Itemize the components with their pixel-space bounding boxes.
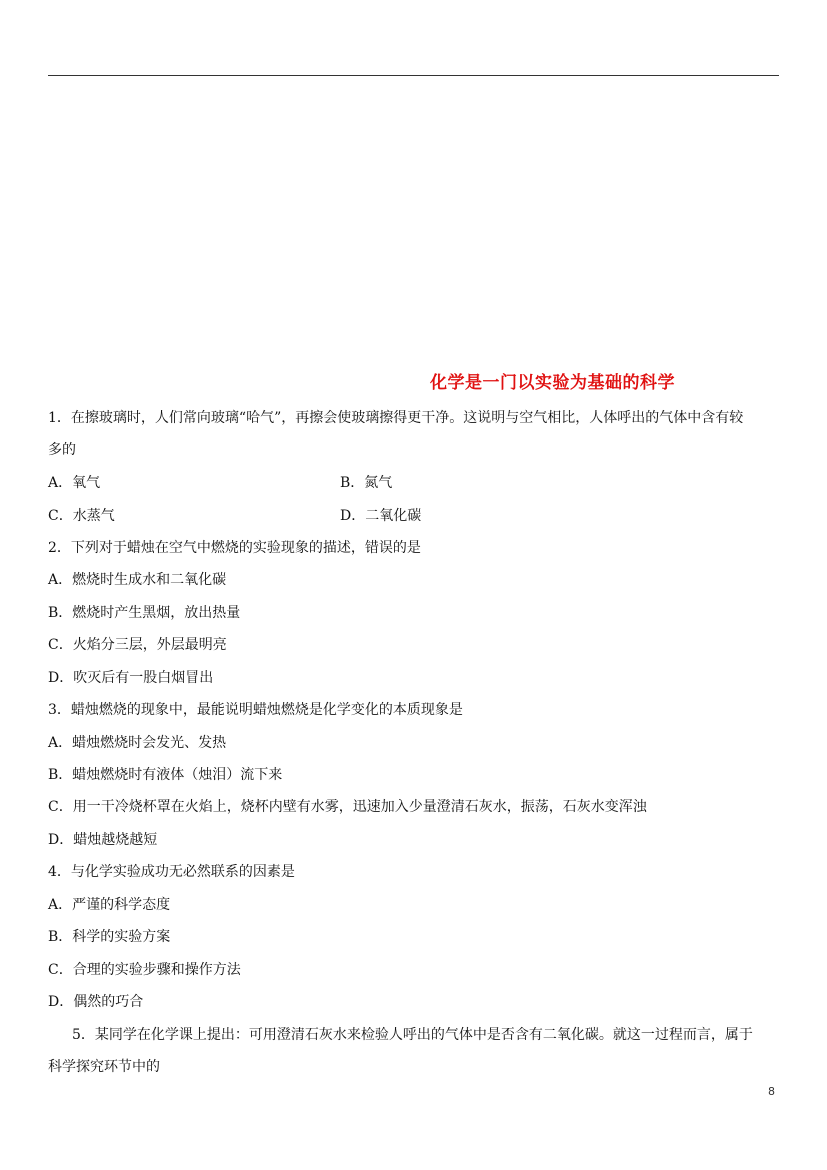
question-4-option-b: B．科学的实验方案	[48, 929, 171, 945]
question-1-option-c: C．水蒸气	[48, 508, 115, 524]
question-4-stem: 4．与化学实验成功无必然联系的因素是	[48, 864, 295, 880]
question-3-option-a: A．蜡烛燃烧时会发光、发热	[48, 735, 227, 751]
page-number: 8	[768, 1085, 775, 1098]
question-2-option-d: D．吹灭后有一股白烟冒出	[48, 670, 214, 686]
question-1-option-a: A．氧气	[48, 475, 101, 491]
question-2-option-b: B．燃烧时产生黑烟，放出热量	[48, 605, 241, 621]
question-3-stem: 3．蜡烛燃烧的现象中，最能说明蜡烛燃烧是化学变化的本质现象是	[48, 702, 463, 718]
question-4-option-c: C．合理的实验步骤和操作方法	[48, 962, 241, 978]
question-5-stem-line1: 5．某同学在化学课上提出：可用澄清石灰水来检验人呼出的气体中是否含有二氧化碳。就这一过程而言，属于	[72, 1027, 753, 1043]
question-4-option-d: D．偶然的巧合	[48, 994, 144, 1010]
question-4-option-a: A．严谨的科学态度	[48, 897, 171, 913]
question-1-option-d: D．二氧化碳	[340, 508, 422, 524]
question-2-option-a: A．燃烧时生成水和二氧化碳	[48, 572, 227, 588]
page-title: 化学是一门以实验为基础的科学	[430, 373, 675, 393]
question-3-option-b: B．蜡烛燃烧时有液体（烛泪）流下来	[48, 767, 283, 783]
question-2-option-c: C．火焰分三层，外层最明亮	[48, 637, 227, 653]
question-3-option-d: D．蜡烛越烧越短	[48, 832, 158, 848]
header-rule	[48, 75, 779, 76]
question-1-stem-line2: 多的	[48, 442, 76, 458]
question-5-stem-line2: 科学探究环节中的	[48, 1059, 160, 1075]
question-2-stem: 2．下列对于蜡烛在空气中燃烧的实验现象的描述，错误的是	[48, 540, 421, 556]
question-1-stem-line1: 1．在擦玻璃时，人们常向玻璃“哈气”，再擦会使玻璃擦得更干净。这说明与空气相比，人体呼出的气体中含有较	[48, 410, 744, 426]
question-1-option-b: B．氮气	[340, 475, 393, 491]
question-3-option-c: C．用一干冷烧杯罩在火焰上，烧杯内壁有水雾，迅速加入少量澄清石灰水，振荡，石灰水变浑浊	[48, 799, 647, 815]
